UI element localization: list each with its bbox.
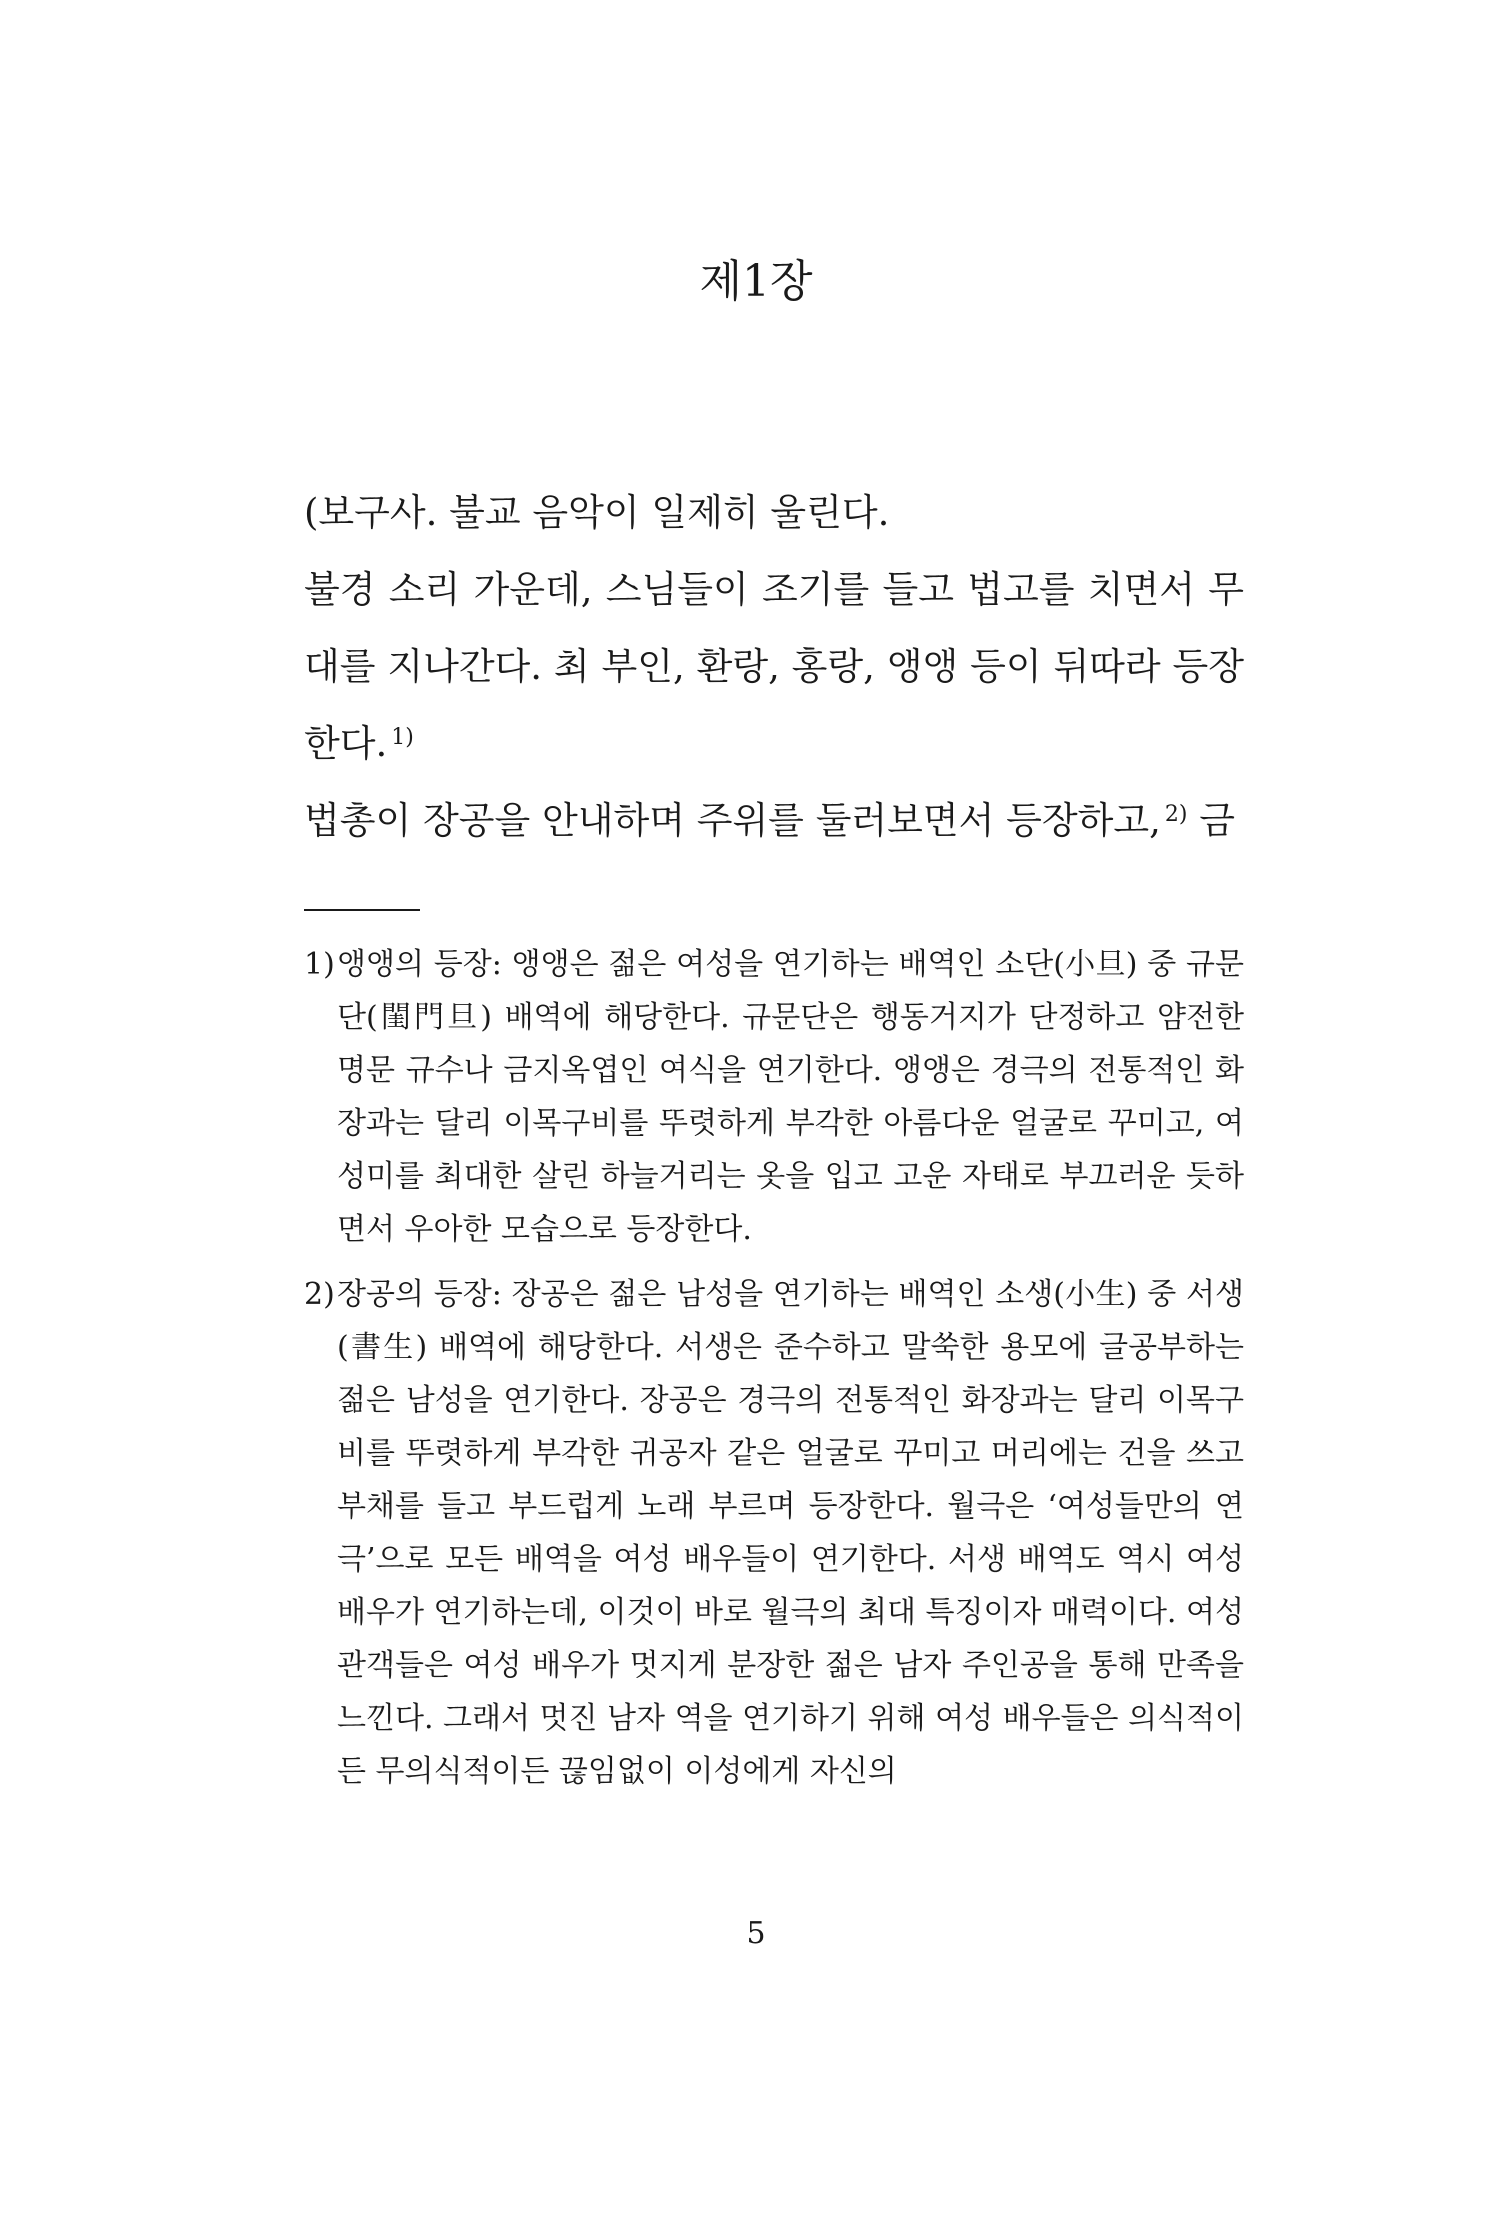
footnote-reference[interactable]: 2) — [1164, 802, 1188, 827]
paragraph-text: 법총이 장공을 안내하며 주위를 둘러보면서 등장하고, — [304, 799, 1161, 842]
footnote-reference[interactable]: 1) — [391, 725, 414, 750]
stage-direction-paragraph — [304, 551, 1244, 782]
chapter-title: 제1장 — [699, 256, 813, 307]
footnotes — [304, 938, 1244, 1810]
footnote-text: 앵앵의 등장: 앵앵은 젊은 여성을 연기하는 배역인 소단(小旦) 중 규문단(閨門旦) 배역에 해당한다. 규문단은 행동거지가 단정하고 얌전한 명문 규수나 금지옥엽인 여식을 연기한다. 앵앵은 경극의 전통적인 화장과는 달리 이목구비를 뚜렷하게 부각한 아름다운 얼굴로 꾸미고, 여성미를 최대한 살린 하늘거리는 옷을 입고 고운 자태로 부끄러운 듯하면서 우아한 모습으로 등장한다. — [337, 947, 1244, 1247]
page-number: 5 — [746, 1916, 766, 1951]
paragraph-text-continued: 금 — [1187, 799, 1235, 842]
footnote-number: 1) — [304, 947, 335, 982]
body-text — [304, 474, 1244, 859]
footnote-number: 2) — [304, 1277, 335, 1312]
paragraph-text: 불경 소리 가운데, 스님들이 조기를 들고 법고를 치면서 무대를 지나간다. 최 부인, 환랑, 홍랑, 앵앵 등이 뒤따라 등장한다. — [304, 568, 1244, 765]
footnote-item — [304, 938, 1244, 1256]
footnote-item — [304, 1268, 1244, 1798]
stage-direction-paragraph — [304, 782, 1244, 859]
footnote-divider — [304, 909, 420, 911]
stage-direction-paragraph — [304, 474, 1244, 551]
paragraph-text: (보구사. 불교 음악이 일제히 울린다. — [304, 491, 890, 534]
footnote-text: 장공의 등장: 장공은 젊은 남성을 연기하는 배역인 소생(小生) 중 서생(書生) 배역에 해당한다. 서생은 준수하고 말쑥한 용모에 글공부하는 젊은 남성을 연기한다. 장공은 경극의 전통적인 화장과는 달리 이목구비를 뚜렷하게 부각한 귀공자 같은 얼굴로 꾸미고 머리에는 건을 쓰고 부채를 들고 부드럽게 노래 부르며 등장한다. 월극은 ‘여성들만의 연극’으로 모든 배역을 여성 배우들이 연기한다. 서생 배역도 역시 여성 배우가 연기하는데, 이것이 바로 월극의 최대 특징이자 매력이다. 여성 관객들은 여성 배우가 멋지게 분장한 젊은 남자 주인공을 통해 만족을 느낀다. 그래서 멋진 남자 역을 연기하기 위해 여성 배우들은 의식적이든 무의식적이든 끊임없이 이성에게 자신의 — [337, 1277, 1244, 1789]
